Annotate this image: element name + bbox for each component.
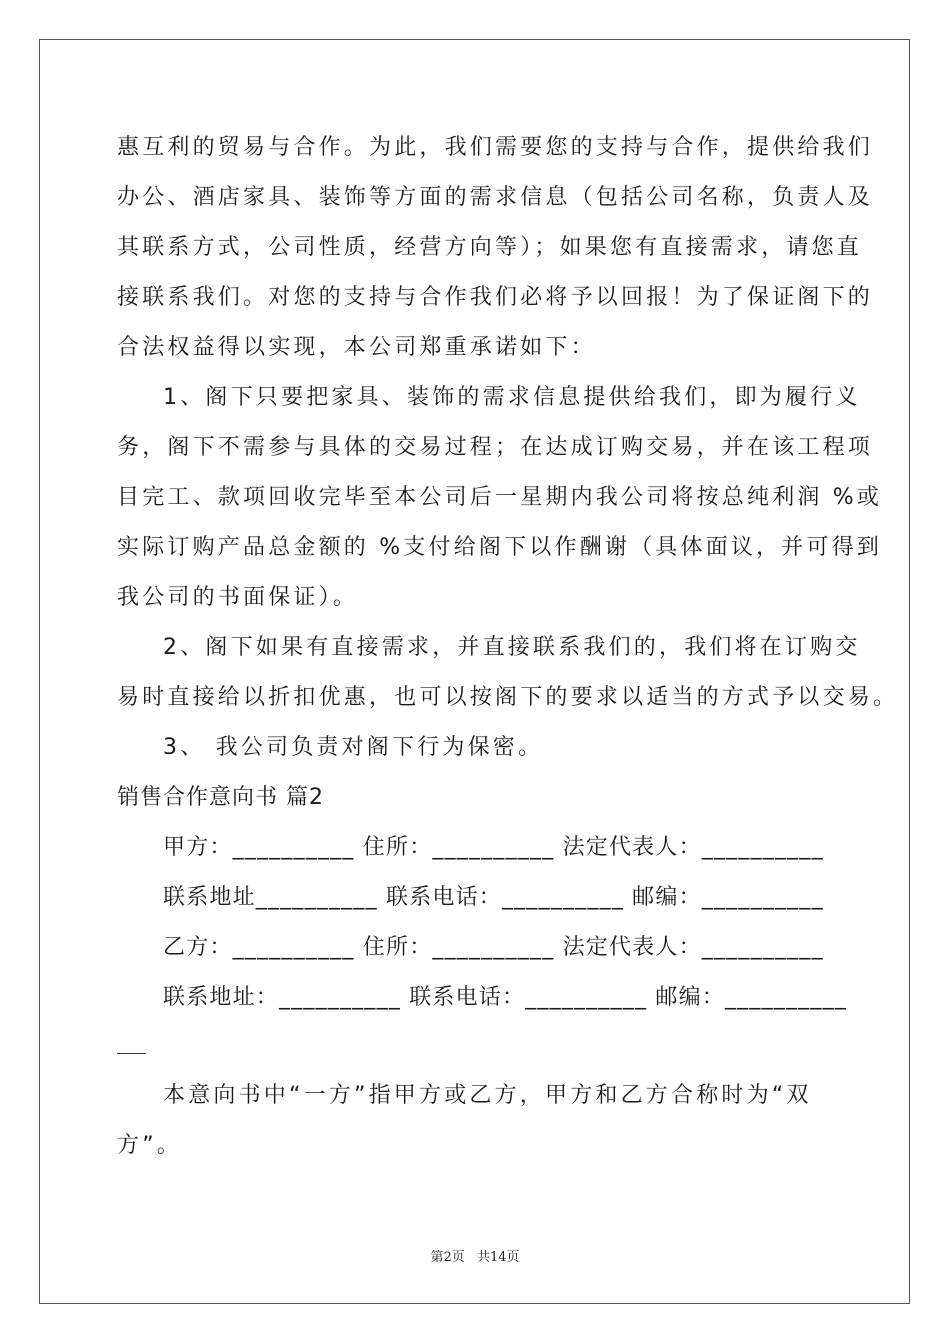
party-line: 甲方：__________ 住所：__________ 法定代表人：__________ bbox=[163, 835, 824, 860]
text-line: 本意向书中“一方”指甲方或乙方，甲方和乙方合称时为“双 bbox=[163, 1083, 812, 1108]
party-line: 联系地址__________ 联系电话：__________ 邮编：__________ bbox=[163, 885, 824, 910]
text-line: 我公司的书面保证）。 bbox=[117, 585, 359, 610]
text-line: 接联系我们。对您的支持与合作我们必将予以回报！为了保证阁下的 bbox=[117, 285, 874, 310]
text-line: 实际订购产品总金额的 %支付给阁下以作酬谢（具体面议，并可得到 bbox=[117, 535, 883, 560]
text-line: 3、 我公司负责对阁下行为保密。 bbox=[163, 735, 544, 760]
page-total: 共14页 bbox=[476, 1250, 520, 1265]
party-line: 联系地址：__________ 联系电话：__________ 邮编：__________ bbox=[163, 985, 847, 1010]
text-line: 方”。 bbox=[117, 1133, 182, 1158]
text-line: 其联系方式，公司性质，经营方向等）；如果您有直接需求，请您直 bbox=[117, 235, 863, 260]
text-line: 惠互利的贸易与合作。为此，我们需要您的支持与合作，提供给我们 bbox=[117, 135, 874, 160]
text-line: 务，阁下不需参与具体的交易过程；在达成订购交易，并在该工程项 bbox=[117, 435, 874, 460]
party-line: 乙方：__________ 住所：__________ 法定代表人：__________ bbox=[163, 935, 824, 960]
text-line: 易时直接给以折扣优惠，也可以按阁下的要求以适当的方式予以交易。 bbox=[117, 685, 899, 710]
text-line: 1、阁下只要把家具、装饰的需求信息提供给我们，即为履行义 bbox=[163, 385, 861, 410]
text-line: 合法权益得以实现，本公司郑重承诺如下： bbox=[117, 335, 596, 360]
text-line: 目完工、款项回收完毕至本公司后一星期内我公司将按总纯利润 %或 bbox=[117, 485, 883, 510]
page-number: 第2页 bbox=[430, 1250, 465, 1265]
text-line: 2、阁下如果有直接需求，并直接联系我们的，我们将在订购交 bbox=[163, 635, 861, 660]
underline-continuation bbox=[117, 1053, 146, 1054]
page-footer bbox=[0, 1246, 950, 1265]
section-title: 销售合作意向书 篇2 bbox=[117, 785, 324, 810]
page-border bbox=[39, 39, 910, 1304]
text-line: 办公、酒店家具、装饰等方面的需求信息（包括公司名称，负责人及 bbox=[117, 185, 874, 210]
